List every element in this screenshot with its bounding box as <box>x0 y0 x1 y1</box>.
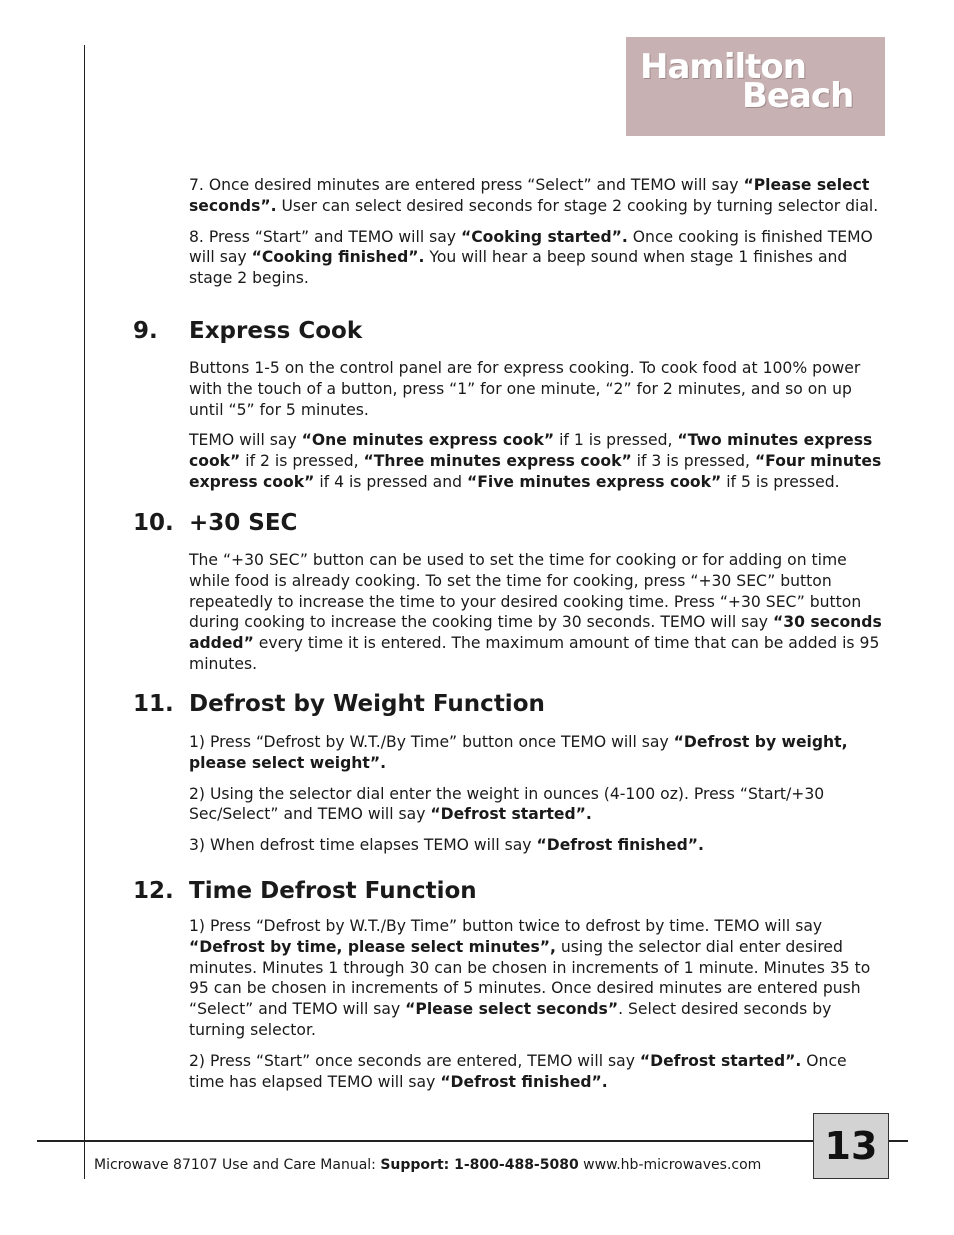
bold-quote: “Defrost by weight, please select weight”. <box>189 733 848 772</box>
text-run: 2) Press “Start” once seconds are entered, TEMO will say <box>189 1051 640 1070</box>
page-number: 13 <box>813 1113 889 1179</box>
text-run: if 2 is pressed, <box>240 452 364 471</box>
section-10-heading <box>133 509 297 537</box>
section-title: Time Defrost Function <box>189 878 477 904</box>
logo-text-line1: Hamilton <box>640 47 806 87</box>
logo-text-line2: Beach <box>742 76 854 116</box>
text-run: 7. Once desired minutes are entered press “Select” and TEMO will say <box>189 176 744 194</box>
time-defrost-step-2 <box>189 1051 884 1093</box>
bold-quote: “Defrost finished”. <box>440 1072 608 1091</box>
bold-quote: “Four minutes express cook” <box>189 452 882 491</box>
section-9-heading <box>133 317 362 345</box>
section-title: +30 SEC <box>189 510 298 536</box>
bold-quote: “Defrost by time, please select minutes”, <box>189 937 556 956</box>
bold-quote: “Defrost started”. <box>430 805 592 824</box>
text-run: . Select desired seconds by turning selector. <box>189 1000 832 1039</box>
text-run: Buttons 1-5 on the control panel are for express cooking. To cook food at 100% power with the touch of a button, press “1” for one minute, “2” for 2 minutes, and so on up until “5” for 5 minutes. <box>189 359 861 419</box>
text-run: if 4 is pressed and <box>314 472 467 491</box>
text-run: User can select desired seconds for stage 2 cooking by turning selector dial. <box>276 196 879 215</box>
section-10-body <box>189 550 884 685</box>
footer-manual-title: Microwave 87107 Use and Care Manual: <box>94 1157 381 1173</box>
bold-quote: “Please select seconds”. <box>189 176 870 215</box>
text-run: The “+30 SEC” button can be used to set the time for cooking or for adding on time while food is already cooking. To set the time for cooking, press “+30 SEC” button repeatedly to increase the time to your desired cooking time. Press “+30 SEC” button during cooking to increase the cooking time by 30 seconds. TEMO will say <box>189 551 862 632</box>
step-paragraphs <box>189 175 884 299</box>
section-number: 11. <box>133 691 174 717</box>
time-defrost-step-1 <box>189 916 884 1041</box>
defrost-weight-step-2 <box>189 784 884 826</box>
text-run: Once cooking is finished TEMO will say <box>189 227 873 267</box>
section-12-body <box>189 916 884 1102</box>
section-12-heading <box>133 877 477 905</box>
text-run: using the selector dial enter desired minutes. Minutes 1 through 30 can be chosen in increments of 1 minute. Minutes 35 to 95 can be chosen in increments of 5 minutes. Once desired minutes are entered push “Select” and TEMO will say <box>189 937 871 1019</box>
section-number: 9. <box>133 318 158 344</box>
bold-quote: “Defrost finished”. <box>536 836 704 855</box>
section-9-body <box>189 358 884 503</box>
section-number: 10. <box>133 510 174 536</box>
bold-quote: “One minutes express cook” <box>301 431 555 450</box>
text-run: if 5 is pressed. <box>721 472 840 491</box>
text-run: if 1 is pressed, <box>554 431 678 450</box>
bold-quote: “Three minutes express cook” <box>363 452 632 471</box>
bold-quote: “Please select seconds” <box>405 1000 619 1019</box>
text-run: Once time has elapsed TEMO will say <box>189 1051 847 1091</box>
bold-quote: “Cooking started”. <box>460 227 628 246</box>
section-11-body <box>189 732 884 866</box>
text-run: 1) Press “Defrost by W.T./By Time” button once TEMO will say <box>189 733 674 751</box>
bold-quote: “Defrost started”. <box>639 1051 802 1070</box>
step-7-paragraph <box>189 175 884 217</box>
section-title: Defrost by Weight Function <box>189 691 545 717</box>
section-title: Express Cook <box>189 318 363 344</box>
text-run: You will hear a beep sound when stage 1 finishes and stage 2 begins. <box>189 248 848 288</box>
defrost-weight-step-3 <box>189 835 884 856</box>
text-run: if 3 is pressed, <box>631 452 755 471</box>
footer-support-phone: Support: 1-800-488-5080 <box>380 1157 579 1173</box>
section-number: 12. <box>133 878 174 904</box>
text-run: 2) Using the selector dial enter the weight in ounces (4-100 oz). Press “Start/+30 Sec/Select” and TEMO will say <box>189 784 825 824</box>
hamilton-beach-logo <box>626 37 885 136</box>
footer-website: www.hb-microwaves.com <box>578 1157 762 1173</box>
plus-30-sec-paragraph <box>189 550 884 675</box>
express-cook-paragraph-1 <box>189 358 884 420</box>
left-margin-rule <box>84 45 85 1179</box>
footer-rule-right <box>889 1140 908 1142</box>
text-run: TEMO will say <box>189 431 302 450</box>
bold-quote: “Five minutes express cook” <box>466 472 722 491</box>
text-run: every time it is entered. The maximum amount of time that can be added is 95 minutes. <box>189 634 880 673</box>
express-cook-paragraph-2 <box>189 430 884 492</box>
bold-quote: “30 seconds added” <box>189 613 882 653</box>
defrost-weight-step-1 <box>189 732 884 774</box>
text-run: 3) When defrost time elapses TEMO will say <box>189 836 537 855</box>
text-run: 1) Press “Defrost by W.T./By Time” button twice to defrost by time. TEMO will say <box>189 917 823 935</box>
step-8-paragraph <box>189 227 884 289</box>
section-11-heading <box>133 690 545 718</box>
footer-text <box>94 1157 761 1173</box>
bold-quote: “Two minutes express cook” <box>189 431 873 471</box>
footer-rule-left <box>37 1140 813 1142</box>
text-run: 8. Press “Start” and TEMO will say <box>189 227 461 246</box>
bold-quote: “Cooking finished”. <box>251 248 425 267</box>
